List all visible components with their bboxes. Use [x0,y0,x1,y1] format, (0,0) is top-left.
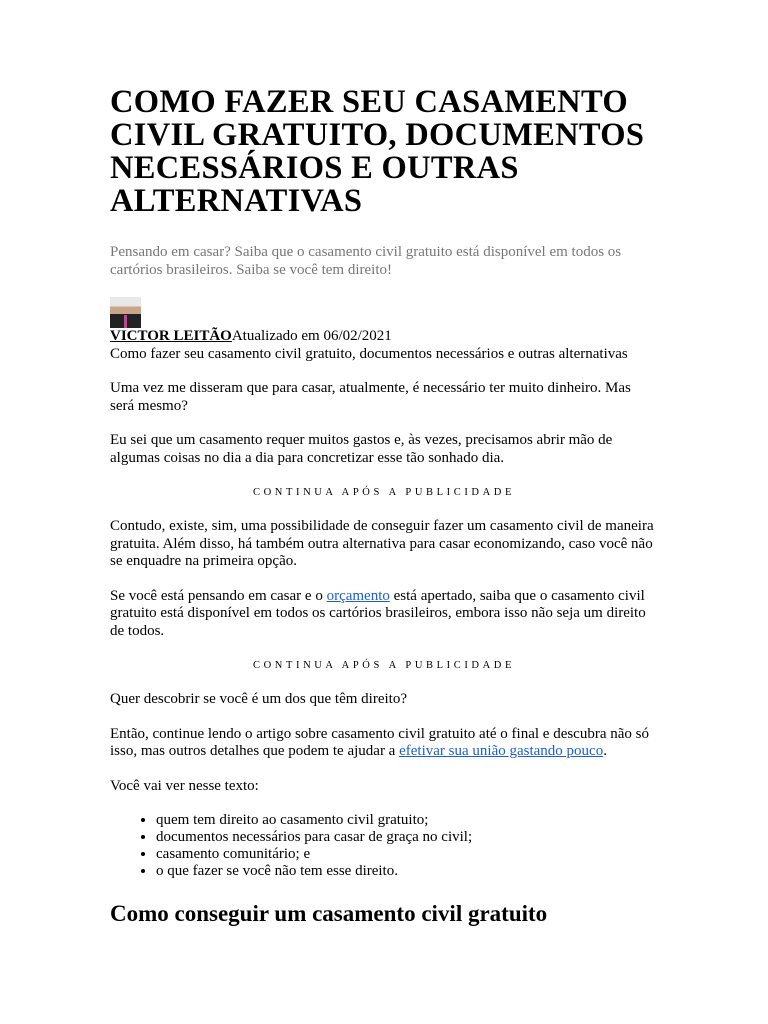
text: . [603,743,607,759]
author-avatar[interactable] [110,297,141,328]
list-item: • casamento comunitário; e [156,846,658,863]
topics-list [110,812,658,880]
list-item: • quem tem direito ao casamento civil gratuito; [156,812,658,829]
article [110,86,658,927]
section-heading: Como conseguir um casamento civil gratuito [110,901,548,926]
efetivar-link[interactable]: efetivar sua união gastando pouco [399,743,604,759]
article-subtitle: Pensando em casar? Saiba que o casamento civil gratuito está disponível em todos os cartórios brasileiros. Saiba se você tem direito! [110,244,622,278]
paragraph-2: Eu sei que um casamento requer muitos gastos e, às vezes, precisamos abrir mão de algumas coisas no dia a dia para concretizar esse tão sonhado dia. [110,432,613,466]
paragraph-4 [110,588,658,641]
list-item: • documentos necessários para casar de graça no civil; [156,829,658,846]
text: está apertado, saiba que o casamento civil gratuito está disponível em todos os cartórios brasileiros, embora isso não seja um direito de todos. [110,587,646,639]
orcamento-link[interactable]: orçamento [326,587,390,604]
ad-label: CONTINUA APÓS A PUBLICIDADE [252,660,515,671]
list-item: • o que fazer se você não tem esse direito. [156,863,658,880]
updated-date: Atualizado em 06/02/2021 [231,328,392,344]
paragraph-1: Uma vez me disseram que para casar, atualmente, é necessário ter muito dinheiro. Mas será mesmo? [110,380,631,414]
paragraph-3: Contudo, existe, sim, uma possibilidade de conseguir fazer um casamento civil de maneira gratuita. Além disso, há também outra alternativa para casar economizando, caso você não se enquadre na primeira opção. [110,518,654,569]
intro-text: Como fazer seu casamento civil gratuito, documentos necessários e outras alternativas [110,345,628,362]
text: Então, continue lendo o artigo sobre casamento civil gratuito até o final e descubra não só isso, mas outros detalhes que podem te ajudar a [110,725,649,759]
paragraph-7: Você vai ver nesse texto: [110,777,259,794]
paragraph-6 [110,726,658,761]
paragraph-5: Quer descobrir se você é um dos que têm direito? [110,691,407,707]
ad-label: CONTINUA APÓS A PUBLICIDADE [252,487,515,498]
article-title: COMO FAZER SEU CASAMENTO CIVIL GRATUITO, DOCUMENTOS NECESSÁRIOS E OUTRAS ALTERNATIVAS [110,84,645,219]
byline [110,328,658,346]
text: Se você está pensando em casar e o [110,587,327,604]
author-link[interactable]: VICTOR LEITÃO [110,328,232,344]
